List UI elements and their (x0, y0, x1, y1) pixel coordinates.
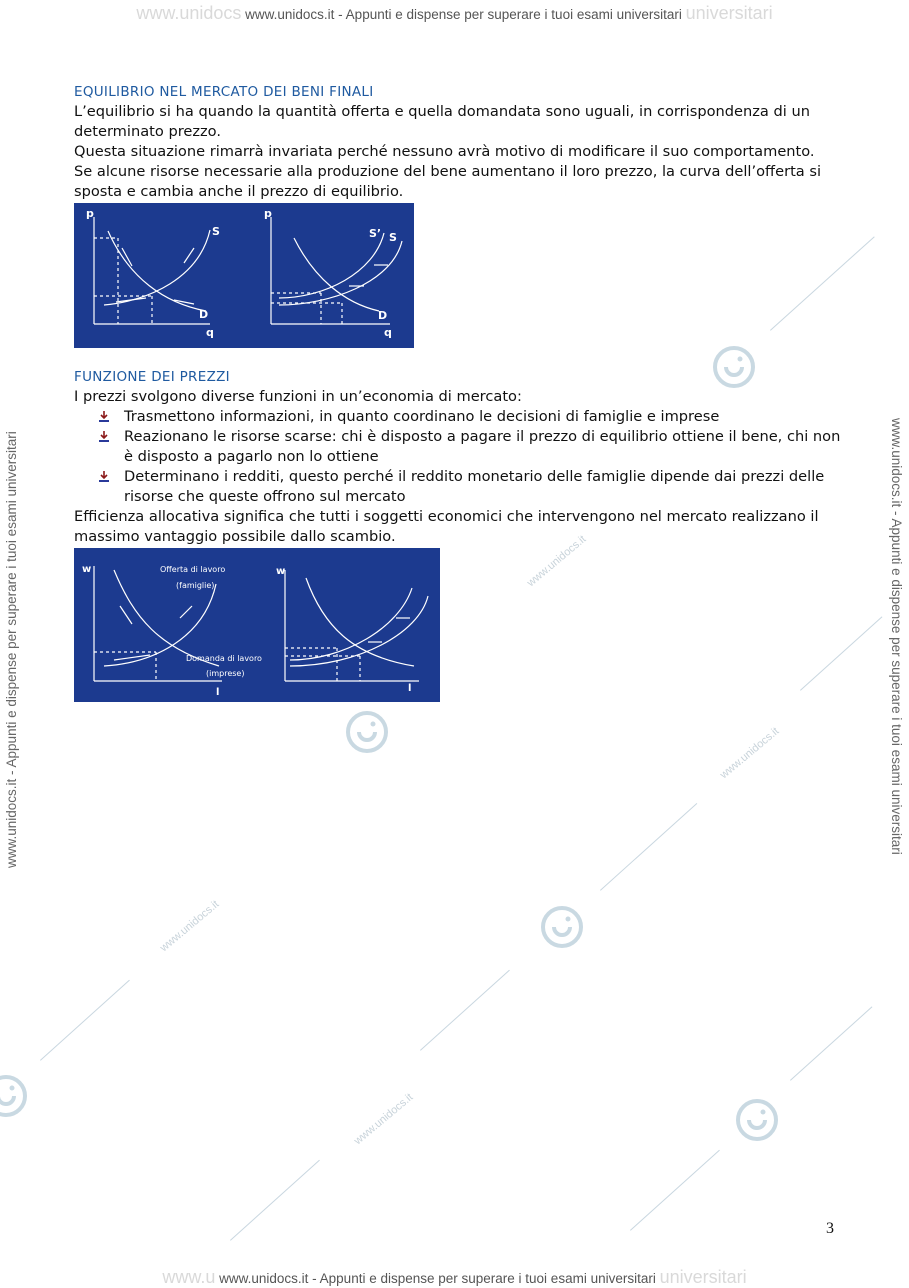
watermark-text: www.unidocs.it (718, 725, 782, 782)
footer-ghost-left: www.u (162, 1267, 216, 1287)
axis-label-p: p (86, 207, 94, 220)
section-heading-equilibrio: EQUILIBRIO NEL MERCATO DEI BENI FINALI (74, 84, 374, 100)
list-item-text: Trasmettono informazioni, in quanto coordinano le decisioni di famiglie e imprese (124, 408, 720, 425)
list-item-text: Determinano i redditi, questo perché il reddito monetario delle famiglie dipende dai prezzi delle risorse che queste offrono sul mercato (124, 468, 825, 505)
watermark-line (230, 1160, 320, 1241)
axis-label-l: l (216, 687, 220, 698)
supply-label-sub: (famiglie) (176, 581, 215, 590)
header-ghost-left: www.unidocs (136, 3, 242, 23)
bullet-list (74, 407, 844, 507)
axis-label-w: w (276, 566, 286, 577)
curve-label-d: D (199, 308, 209, 321)
curve-label-d: D (378, 309, 388, 322)
watermark-text: www.unidocs.it (352, 1091, 416, 1148)
watermark-logo-icon (345, 710, 389, 754)
footer-text[interactable]: www.unidocs.it - Appunti e dispense per superare i tuoi esami universitari (219, 1271, 656, 1286)
supply-label: Offerta di lavoro (160, 565, 226, 574)
supply-demand-figure (74, 203, 414, 348)
axis-label-q: q (206, 326, 214, 339)
watermark-text: www.unidocs.it (158, 898, 222, 955)
list-item (98, 467, 844, 507)
curve-label-s-prime: S’ (369, 227, 382, 240)
arrow-bullet-icon (98, 410, 110, 423)
paragraph: Efficienza allocativa significa che tutti i soggetti economici che intervengono nel mercato realizzano il massimo vantaggio possibile dallo scambio. (74, 508, 819, 545)
axis-label-l: l (408, 683, 412, 694)
page-footer (0, 1267, 909, 1288)
arrow-bullet-icon (98, 470, 110, 483)
page-content (74, 82, 844, 702)
arrow-bullet-icon (98, 430, 110, 443)
header-ghost-right: universitari (685, 3, 773, 23)
list-item-text: Reazionano le risorse scarse: chi è disposto a pagare il prezzo di equilibrio ottiene il bene, chi non è disposto a pagarlo non lo ottiene (124, 428, 841, 465)
demand-label-sub: (imprese) (206, 669, 245, 678)
watermark-text: www.unidocs.it (525, 533, 589, 590)
left-margin-text: www.unidocs.it - Appunti e dispense per superare i tuoi esami universitari (4, 431, 19, 868)
watermark-line (790, 1006, 872, 1080)
paragraph: L’equilibrio si ha quando la quantità offerta e quella domandata sono uguali, in corrispondenza di un determinato prezzo. (74, 103, 810, 140)
watermark-line (40, 980, 130, 1061)
paragraph: Se alcune risorse necessarie alla produzione del bene aumentano il loro prezzo, la curva dell’offerta si sposta e cambia anche il prezzo di equilibrio. (74, 163, 822, 200)
curve-label-s: S (389, 231, 397, 244)
right-margin-text: www.unidocs.it - Appunti e dispense per superare i tuoi esami universitari (889, 418, 904, 855)
watermark-logo-icon (735, 1098, 779, 1142)
axis-label-p: p (264, 207, 272, 220)
watermark-line (600, 803, 697, 891)
watermark-logo-icon (540, 905, 584, 949)
section-heading-funzione: FUNZIONE DEI PREZZI (74, 369, 230, 385)
list-item (98, 407, 844, 427)
watermark-line (420, 970, 510, 1051)
curve-label-s: S (212, 225, 220, 238)
watermark-logo-icon (0, 1074, 28, 1118)
axis-label-q: q (384, 326, 392, 339)
paragraph: I prezzi svolgono diverse funzioni in un’economia di mercato: (74, 388, 522, 405)
watermark-line (630, 1150, 720, 1231)
page-number: 3 (826, 1220, 834, 1237)
page-header (0, 3, 909, 24)
paragraph: Questa situazione rimarrà invariata perché nessuno avrà motivo di modificare il suo comportamento. (74, 143, 815, 160)
header-text[interactable]: www.unidocs.it - Appunti e dispense per superare i tuoi esami universitari (245, 7, 682, 22)
labour-market-figure (74, 548, 440, 702)
list-item (98, 427, 844, 467)
demand-label: Domanda di lavoro (186, 654, 262, 663)
footer-ghost-right: universitari (659, 1267, 747, 1287)
axis-label-w: w (82, 564, 92, 575)
